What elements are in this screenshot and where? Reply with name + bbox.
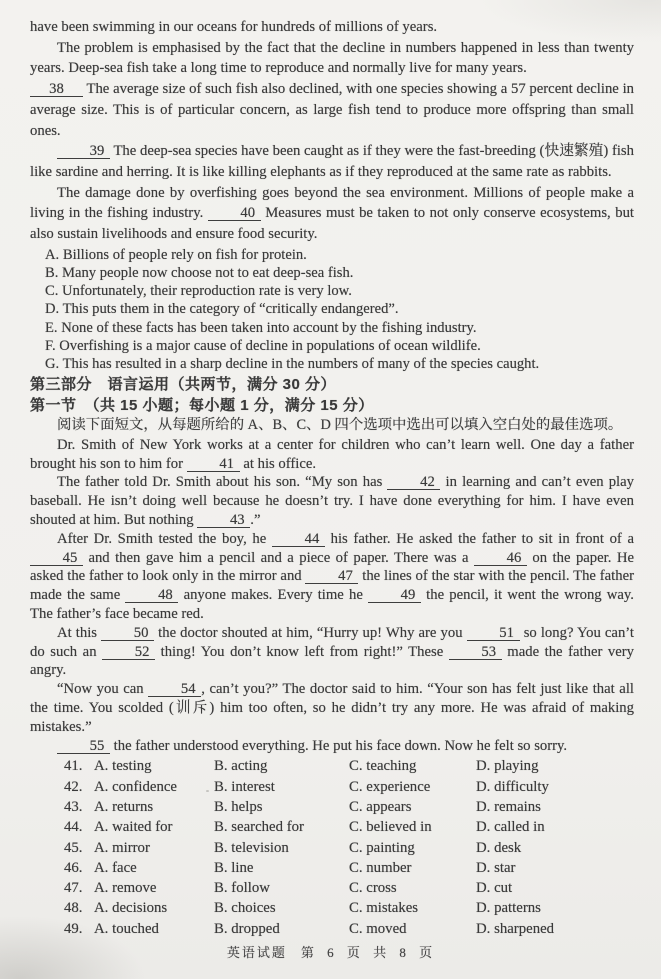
blank-42: 42 bbox=[387, 475, 440, 490]
question-row bbox=[64, 777, 634, 797]
blank-40: 40 bbox=[208, 206, 261, 221]
answer-option: C. teaching bbox=[349, 758, 417, 775]
blank-52: 52 bbox=[102, 645, 155, 660]
cloze-instruction: 阅读下面短文，从每题所给的 A、B、C、D 四个选项中选出可以填入空白处的最佳选项。 bbox=[57, 417, 623, 434]
answer-option: B. searched for bbox=[214, 819, 304, 836]
question-row bbox=[64, 858, 634, 878]
answer-option: A. mirror bbox=[94, 839, 150, 856]
answer-option: D. called in bbox=[476, 819, 545, 836]
passage-paragraph: At this 50 the doctor shouted at him, “Hurry up! Why are you 51 so long? You can’t do such an 52 thing! You don’t know left from right!” These 53 made the father very angry. bbox=[30, 624, 634, 679]
answer-option: D. playing bbox=[476, 758, 539, 775]
answer-option: C. mistakes bbox=[349, 900, 419, 917]
cloze-passage bbox=[30, 436, 634, 756]
blank-45: 45 bbox=[30, 551, 83, 566]
option-line: D. This puts them in the category of “critically endangered”. bbox=[45, 301, 399, 318]
footer-page-number: 第 6 页 共 8 页 bbox=[300, 945, 438, 961]
answer-option: A. decisions bbox=[94, 900, 168, 917]
answer-option: B. choices bbox=[214, 900, 276, 917]
answer-option: A. returns bbox=[94, 798, 154, 815]
passage-paragraph: The damage done by overfishing goes beyond the sea environment. Millions of people make a living in the fishing industry. 40 Measures must be taken to not only conserve ecosystems, but also sustain livelihoods and ensure food security. bbox=[30, 184, 634, 243]
blank-48: 48 bbox=[125, 588, 178, 603]
answer-option: D. patterns bbox=[476, 900, 541, 917]
passage-paragraph: “Now you can 54 , can’t you?” The doctor said to him. “Your son has felt just like that all the time. You scolded (训斥) him too often, so he didn’t try any more. He was afraid of making mistakes.” bbox=[30, 681, 634, 735]
page-footer bbox=[30, 942, 634, 961]
blank-47: 47 bbox=[305, 569, 358, 584]
blank-49: 49 bbox=[368, 588, 421, 603]
seven-select-paragraphs bbox=[30, 17, 634, 245]
answer-option: B. interest bbox=[214, 778, 275, 795]
option-line: B. Many people now choose not to eat deep-sea fish. bbox=[45, 264, 354, 281]
footer-doc-label: 英语试题 bbox=[226, 945, 287, 961]
question-row bbox=[64, 919, 634, 939]
passage-paragraph: 55 the father understood everything. He put his face down. Now he felt so sorry. bbox=[30, 737, 634, 756]
question-number: 43. bbox=[64, 798, 83, 815]
question-number: 49. bbox=[64, 920, 83, 937]
answer-option: C. appears bbox=[349, 798, 412, 815]
blank-41: 41 bbox=[187, 457, 240, 472]
section1-heading: 第一节 （共 15 小题；每小题 1 分，满分 15 分） bbox=[30, 396, 374, 414]
blank-46: 46 bbox=[474, 551, 527, 566]
option-line: E. None of these facts has been taken into account by the fishing industry. bbox=[45, 319, 477, 336]
blank-54: 54 bbox=[148, 682, 201, 697]
blank-50: 50 bbox=[101, 626, 154, 641]
question-number: 42. bbox=[64, 778, 83, 795]
blank-38: 38 bbox=[30, 82, 83, 97]
answer-option: D. star bbox=[476, 859, 516, 876]
question-grid bbox=[64, 756, 634, 939]
answer-option: B. acting bbox=[214, 758, 268, 775]
passage-paragraph: 38 The average size of such fish also declined, with one species showing a 57 percent decline in average size. This is of particular concern, as large fish tend to produce more offspring than small ones. bbox=[30, 81, 634, 139]
question-row bbox=[64, 756, 634, 776]
question-number: 41. bbox=[64, 758, 83, 775]
answer-option: C. believed in bbox=[349, 819, 432, 836]
scan-artifact bbox=[206, 790, 209, 792]
answer-option: D. remains bbox=[476, 798, 541, 815]
passage-paragraph: have been swimming in our oceans for hundreds of millions of years. bbox=[30, 19, 438, 35]
question-number: 45. bbox=[64, 839, 83, 856]
answer-option: B. dropped bbox=[214, 920, 280, 937]
question-row bbox=[64, 838, 634, 858]
question-number: 47. bbox=[64, 880, 83, 897]
blank-53: 53 bbox=[449, 645, 502, 660]
blank-39: 39 bbox=[57, 144, 110, 159]
blank-51: 51 bbox=[467, 626, 520, 641]
question-row bbox=[64, 797, 634, 817]
answer-option: A. face bbox=[94, 859, 137, 876]
answer-option: C. cross bbox=[349, 880, 397, 897]
part3-heading: 第三部分 语言运用（共两节，满分 30 分） bbox=[30, 376, 337, 394]
answer-option: D. sharpened bbox=[476, 920, 555, 937]
answer-option: A. touched bbox=[94, 920, 159, 937]
seven-select-options bbox=[30, 246, 634, 373]
question-row bbox=[64, 898, 634, 918]
answer-option: B. television bbox=[214, 839, 289, 856]
blank-55: 55 bbox=[57, 739, 110, 754]
answer-option: D. desk bbox=[476, 839, 522, 856]
option-line: G. This has resulted in a sharp decline in the numbers of many of the species caught. bbox=[45, 355, 540, 372]
answer-option: D. cut bbox=[476, 880, 513, 897]
answer-option: C. number bbox=[349, 859, 412, 876]
answer-option: C. moved bbox=[349, 920, 407, 937]
blank-44: 44 bbox=[272, 532, 325, 547]
question-row bbox=[64, 817, 634, 837]
seven-select-passage bbox=[30, 17, 634, 373]
question-number: 48. bbox=[64, 900, 83, 917]
option-line: A. Billions of people rely on fish for protein. bbox=[45, 246, 307, 263]
answer-option: A. remove bbox=[94, 880, 157, 897]
passage-paragraph: 39 The deep-sea species have been caught as if they were the fast-breeding (快速繁殖) fish like sardine and herring. It is like killing elephants as if they reproduced at the same rate as rabbits. bbox=[30, 143, 634, 180]
question-number: 46. bbox=[64, 859, 83, 876]
answer-option: C. experience bbox=[349, 778, 431, 795]
passage-paragraph: Dr. Smith of New York works at a center for children who can’t learn well. One day a father brought his son to him for 41 at his office. bbox=[30, 436, 634, 472]
option-line: F. Overfishing is a major cause of decline in populations of ocean wildlife. bbox=[45, 337, 481, 354]
answer-option: C. painting bbox=[349, 839, 415, 856]
passage-paragraph: The father told Dr. Smith about his son. “My son has 42 in learning and can’t even play baseball. He isn’t doing well because he doesn’t try. I have done everything for him. I have even shouted at him. But nothing 43 .” bbox=[30, 474, 634, 529]
answer-option: B. line bbox=[214, 859, 254, 876]
answer-option: D. difficulty bbox=[476, 778, 549, 795]
option-line: C. Unfortunately, their reproduction rate is very low. bbox=[45, 283, 352, 300]
answer-option: B. follow bbox=[214, 880, 270, 897]
answer-option: A. testing bbox=[94, 758, 152, 775]
passage-paragraph: The problem is emphasised by the fact that the decline in numbers happened in less than twenty years. Deep-sea fish take a long time to reproduce and normally live for many years. bbox=[30, 39, 634, 77]
answer-option: A. waited for bbox=[94, 819, 173, 836]
answer-option: B. helps bbox=[214, 798, 263, 815]
question-number: 44. bbox=[64, 819, 83, 836]
answer-option: A. confidence bbox=[94, 778, 177, 795]
blank-43: 43 bbox=[197, 513, 250, 528]
part3-section bbox=[30, 375, 634, 939]
question-row bbox=[64, 878, 634, 898]
passage-paragraph: After Dr. Smith tested the boy, he 44 his father. He asked the father to sit in front of a 45 and then gave him a pencil and a piece of paper. There was a 46 on the paper. He asked the father to look only in the mirror and 47 the lines of the star with the pencil. The father made the same 48 anyone makes. Every time he 49 the pencil, it went the wrong way. The father’s face became red. bbox=[30, 530, 635, 623]
